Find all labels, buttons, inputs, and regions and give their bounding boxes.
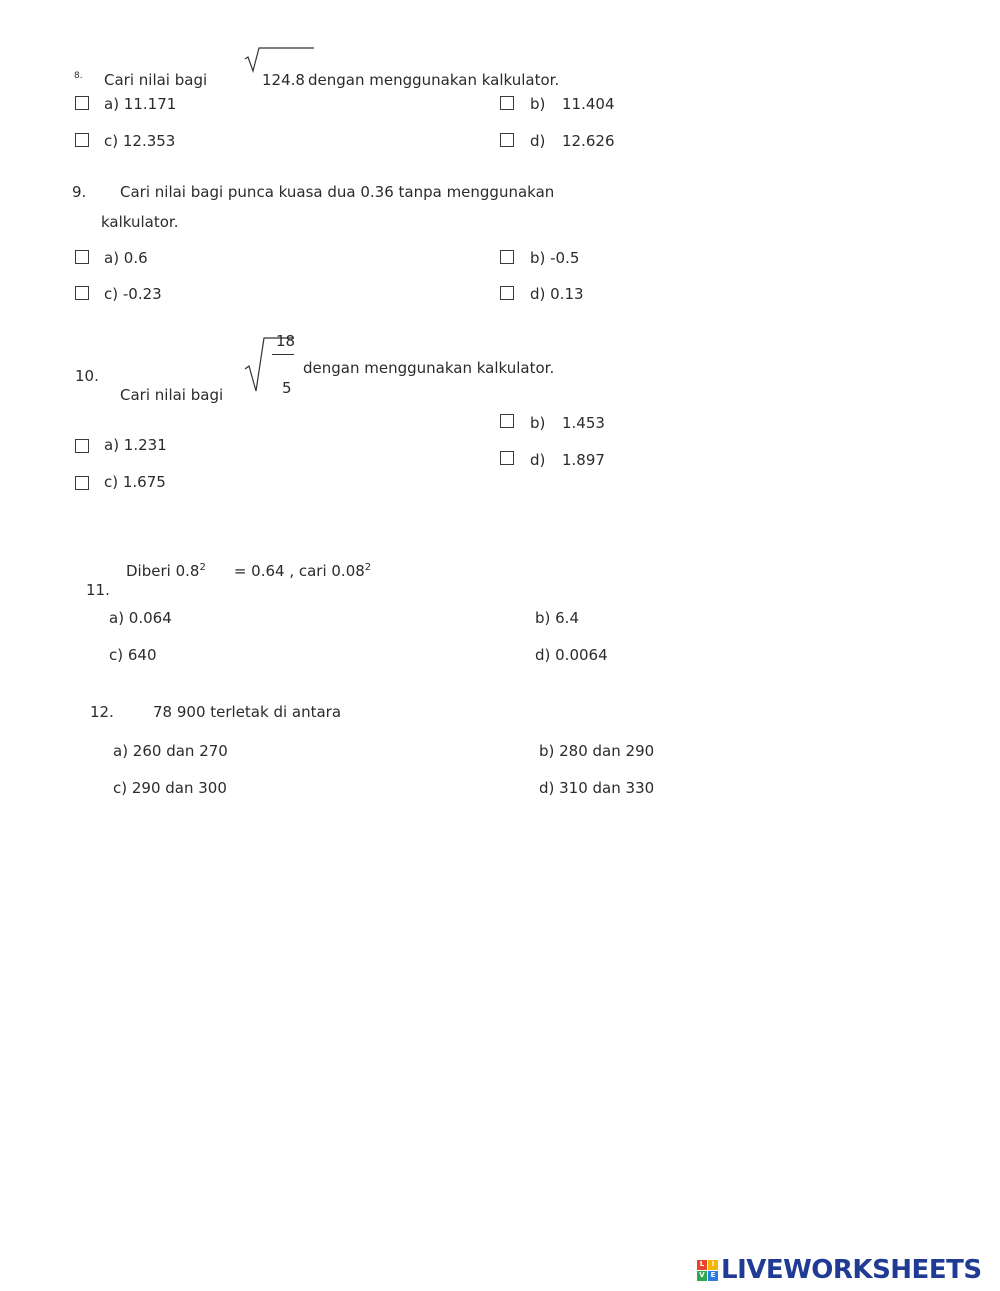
q8-option-b-label: b) (530, 95, 546, 113)
q11-option-a: a) 0.064 (109, 609, 172, 627)
q9-option-d: d) 0.13 (530, 285, 584, 303)
q9-option-d-checkbox[interactable] (500, 286, 514, 300)
q10-option-d-checkbox[interactable] (500, 451, 514, 465)
q11-given-prefix: Diberi 0.8 (126, 562, 200, 580)
q8-radical-sign (244, 47, 316, 73)
q11-option-d: d) 0.0064 (535, 646, 608, 664)
q8-option-c: c) 12.353 (104, 132, 176, 150)
q11-option-c: c) 640 (109, 646, 157, 664)
q12-option-b: b) 280 dan 290 (539, 742, 655, 760)
q12-option-a: a) 260 dan 270 (113, 742, 228, 760)
q10-option-b-label: b) (530, 414, 546, 432)
q8-option-a: a) 11.171 (104, 95, 177, 113)
liveworksheets-logo (697, 1255, 982, 1285)
logo-letter: L (697, 1260, 707, 1270)
q10-option-b-value: 1.453 (562, 414, 605, 432)
q8-option-d-checkbox[interactable] (500, 133, 514, 147)
q9-option-c: c) -0.23 (104, 285, 162, 303)
q9-option-c-checkbox[interactable] (75, 286, 89, 300)
q11-option-b: b) 6.4 (535, 609, 579, 627)
q8-prefix: Cari nilai bagi (104, 71, 208, 89)
q9-number: 9. (72, 183, 87, 201)
q10-option-b-checkbox[interactable] (500, 414, 514, 428)
q12-option-d: d) 310 dan 330 (539, 779, 655, 797)
q11-given-exponent: 2 (199, 562, 206, 573)
q10-denominator: 5 (282, 379, 292, 397)
q10-fraction-bar (272, 354, 294, 355)
q10-suffix: dengan menggunakan kalkulator. (303, 359, 555, 377)
q10-option-d-label: d) (530, 451, 546, 469)
q12-number: 12. (90, 703, 114, 721)
q8-option-b-checkbox[interactable] (500, 96, 514, 110)
q12-text: 78 900 terletak di antara (153, 703, 342, 721)
q8-option-a-checkbox[interactable] (75, 96, 89, 110)
q11-given (126, 564, 371, 579)
logo-letter: E (708, 1271, 718, 1281)
q10-prefix: Cari nilai bagi (120, 386, 224, 404)
q9-option-a: a) 0.6 (104, 249, 148, 267)
logo-mark-icon (697, 1260, 718, 1281)
q8-number: 8. (74, 71, 83, 81)
q8-suffix: dengan menggunakan kalkulator. (308, 71, 560, 89)
q9-line2: kalkulator. (101, 213, 179, 231)
q10-numerator: 18 (276, 332, 296, 350)
q9-option-b-checkbox[interactable] (500, 250, 514, 264)
q8-option-d-label: d) (530, 132, 546, 150)
q9-option-b: b) -0.5 (530, 249, 580, 267)
q9-option-a-checkbox[interactable] (75, 250, 89, 264)
logo-text: LIVEWORKSHEETS (721, 1255, 982, 1285)
q10-option-c-checkbox[interactable] (75, 476, 89, 490)
q10-option-a: a) 1.231 (104, 436, 167, 454)
logo-letter: V (697, 1271, 707, 1281)
q8-radicand: 124.8 (262, 71, 305, 89)
q11-number: 11. (86, 581, 110, 599)
q11-given-exponent2: 2 (364, 562, 372, 573)
q12-option-c: c) 290 dan 300 (113, 779, 227, 797)
q8-option-c-checkbox[interactable] (75, 133, 89, 147)
q10-option-d-value: 1.897 (562, 451, 605, 469)
q10-option-a-checkbox[interactable] (75, 439, 89, 453)
q9-line1: Cari nilai bagi punca kuasa dua 0.36 tanpa menggunakan (120, 183, 555, 201)
q11-given-mid: = 0.64 , cari 0.08 (233, 562, 365, 580)
q8-option-b-value: 11.404 (562, 95, 615, 113)
logo-letter: I (708, 1260, 718, 1270)
q8-option-d-value: 12.626 (562, 132, 615, 150)
q10-option-c: c) 1.675 (104, 473, 166, 491)
q10-number: 10. (75, 367, 99, 385)
